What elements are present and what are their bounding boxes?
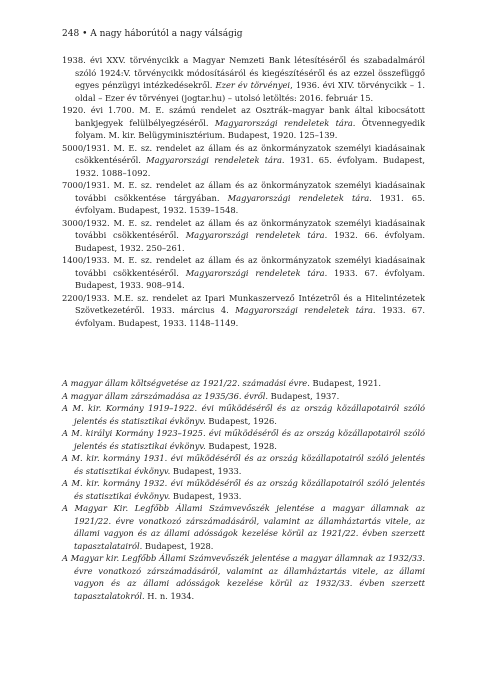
bibliography-entry [62,402,425,427]
page-number: 248 [62,29,80,39]
entry-text: Budapest, 1926. [205,415,277,426]
entry-title: A M. kir. kormány 1931. évi működéséről és az ország közállapotairól szóló jelentés és statisztikai évkönyv. [62,453,425,476]
bibliography-entry [62,452,425,477]
entry-title: A magyar állam zárszámadása az 1935/36. évről. [62,390,269,401]
entry-text: 1931. 65. évfolyam. Budapest, 1932. 1539–1548. [75,192,425,215]
entry-text: 1933. 67. évfolyam. Budapest, 1933. 908–914. [75,267,425,290]
entry-text: Budapest, 1928. [205,440,277,451]
entry-title: Ezer év törvényei [215,80,291,90]
bibliography-entry [62,390,425,403]
entry-title: A Magyar Kir. Legfőbb Állami Számvevőszék jelentése a magyar államnak az 1921/22. évre vonatkozó zárszámadásáról, valamint az államháztartás vitele, az állami vagyon és az állami adósságok kezelése körül az 1921/22. évben szerzett tapasztalatairól. [62,503,425,551]
entry-title: A M. királyi Kormány 1923–1925. évi működéséről és az ország közállapotairól szóló jelentés és statisztikai évkönyv. [62,428,425,451]
entry-title: A magyar állam költségvetése az 1921/22. számadási évre. [62,378,310,388]
entry-title: A M. kir. kormány 1932. évi működéséről és az ország közállapotairól szóló jelentés és statisztikai évkönyv. [62,478,425,501]
entry-text: 7000/1931. M. E. sz. rendelet az állam és az önkormányzatok személyi kiadásainak további csökkentése tárgyában. [62,180,425,203]
bibliography-entry [62,254,425,292]
running-header [62,28,243,41]
entry-text: Budapest, 1928. [142,540,214,551]
bibliography-entry [62,217,425,255]
entry-title: Magyarországi rendeletek tára. [146,155,285,165]
entry-text: 1932. 66. évfolyam. Budapest, 1932. 250–261. [75,230,425,253]
bibliography-entry [62,292,425,330]
running-title: A nagy háborútól a nagy válságig [90,29,243,39]
entry-title: Magyarországi rendeletek tára. [185,230,328,240]
bibliography-entry [62,142,425,180]
bibliography-entry [62,552,425,602]
entry-title: Magyarországi rendeletek tára. [185,267,328,278]
entry-title: A M. kir. Kormány 1919–1922. évi működéséről és az ország közállapotairól szóló jelentés és statisztikai évkönyv. [62,403,425,426]
legal-sources-list [62,54,425,329]
bibliography-entry [62,502,425,552]
entry-text: 1938. évi XXV. törvénycikk a Magyar Nemzeti Bank létesítéséről és szabadalmáról szóló 1924:V. törvénycikk módosításáról és kiegészítéséről és az ezzel összefüggő egyes pénzügyi intézkedésekről. [62,55,425,90]
entry-title: Magyarországi rendeletek tára. [235,305,376,315]
entry-text: Budapest, 1933. [170,490,242,501]
entry-text: 3000/1932. M. E. sz. rendelet az állam és az önkormányzatok személyi kiadásainak további csökkentéséről. [62,217,425,240]
entry-text: H. n. 1934. [144,590,195,601]
official-sources-list [62,377,425,602]
entry-title: Magyarországi rendeletek tára. [214,117,356,128]
entry-text: 1920. évi 1.700. M. E. számú rendelet az Osztrák–magyar bank által kibocsátott bankjegyek felülbélyegzéséről. [62,105,425,128]
entry-title: Magyarországi rendeletek tára. [227,192,372,203]
entry-text: 1931. 65. évfolyam. Budapest, 1932. 1088–1092. [75,155,425,178]
entry-text: 2200/1933. M.E. sz. rendelet az Ipari Munkaszervező Intézetről és a Hitelintézetek Szövetkezetéről. 1933. március 4. [62,292,425,315]
entry-text: 1933. 67. évfolyam. Budapest, 1933. 1148–1149. [75,305,425,328]
entry-text: Budapest, 1921. [309,378,382,388]
entry-text: Budapest, 1937. [268,390,340,401]
entry-text: , 1936. évi XIV. törvénycikk – 1. oldal – Ezer év törvényei (jogtar.hu) – utolsó letöltés: 2016. február 15. [75,80,425,103]
bibliography-entry [62,54,425,104]
entry-text: 1400/1933. M. E. sz. rendelet az állam és az önkormányzatok személyi kiadásainak további csökkentéséről. [62,255,425,278]
entry-text: Budapest, 1933. [170,465,242,476]
bibliography-entry [62,104,425,142]
header-separator: • [82,29,88,39]
entry-text: 5000/1931. M. E. sz. rendelet az állam és az önkormányzatok személyi kiadásainak csökkentéséről. [62,142,425,165]
bibliography-entry [62,427,425,452]
entry-title: A Magyar kir. Legfőbb Állami Számvevőszék jelentése a magyar államnak az 1932/33. évre vonatkozó zárszámadásáról, valamint az államháztartás vitele, az állami vagyon és az állami adósságok kezelése körül az 1932/33. évben szerzett tapasztalatokról. [62,553,425,601]
entry-text: Ötvennegyedik folyam. M. kir. Belügyminisztérium. Budapest, 1920. 125–139. [75,117,425,140]
bibliography-entry [62,377,425,390]
bibliography-entry [62,179,425,217]
bibliography-entry [62,477,425,502]
